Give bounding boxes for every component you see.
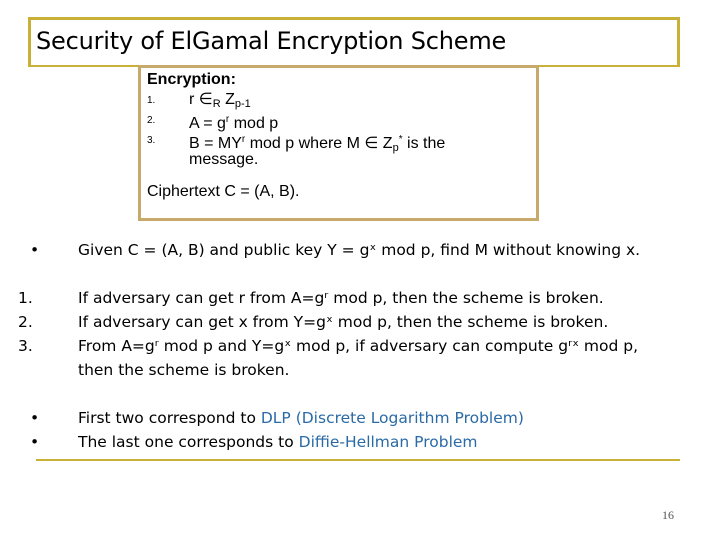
step-text: $B = MY^r$ mod p where M ∈ $Z_p^*$ is the	[189, 134, 446, 154]
dlp-term: DLP (Discrete Logarithm Problem)	[260, 409, 524, 427]
bullet-dot: •	[30, 433, 40, 451]
item-text: If adversary can get x from Y=gˣ mod p, then the scheme is broken.	[78, 313, 609, 331]
title-frame-right-border	[677, 17, 680, 67]
item-text: then the scheme is broken.	[78, 361, 290, 379]
encryption-heading: Encryption:	[147, 71, 236, 88]
item-number: 3.	[18, 337, 33, 355]
step-number: 2.	[147, 115, 156, 126]
encryption-step	[147, 110, 279, 132]
encryption-box	[138, 65, 539, 221]
bullet-dot: •	[30, 409, 40, 427]
bullet-text: First two correspond to DLP (Discrete Logarithm Problem)	[78, 409, 524, 427]
ciphertext-line: Ciphertext C = (A, B).	[147, 183, 300, 200]
title-frame-left-border	[28, 17, 31, 67]
item-number: 1.	[18, 289, 33, 307]
step-number: 1.	[147, 95, 156, 106]
step-text: $A = g^r$ mod p	[189, 114, 279, 132]
title-frame-bottom-border-right	[536, 65, 680, 67]
encryption-step-continuation: message.	[189, 151, 259, 168]
bullet-text: The last one corresponds to Diffie-Hellman Problem	[78, 433, 478, 451]
title-frame-top-border	[30, 17, 678, 20]
page-number: 16	[662, 508, 674, 522]
item-number: 2.	[18, 313, 33, 331]
diffie-hellman-term: Diffie-Hellman Problem	[298, 433, 478, 451]
footer-divider	[36, 459, 680, 461]
bullet-dot: •	[30, 241, 40, 259]
title-frame-bottom-border-left	[28, 65, 138, 67]
step-text: r $\in_R$ $Z_{p-1}$	[189, 91, 251, 110]
encryption-step	[147, 130, 446, 154]
encryption-step	[147, 90, 251, 110]
step-number: 3.	[147, 135, 156, 146]
item-text: If adversary can get r from A=gʳ mod p, then the scheme is broken.	[78, 289, 604, 307]
slide-title: Security of ElGamal Encryption Scheme	[36, 27, 507, 55]
item-text: From A=gʳ mod p and Y=gˣ mod p, if adversary can compute gʳˣ mod p,	[78, 337, 639, 355]
bullet-text: Given C = (A, B) and public key Y = gˣ mod p, find M without knowing x.	[78, 241, 641, 259]
